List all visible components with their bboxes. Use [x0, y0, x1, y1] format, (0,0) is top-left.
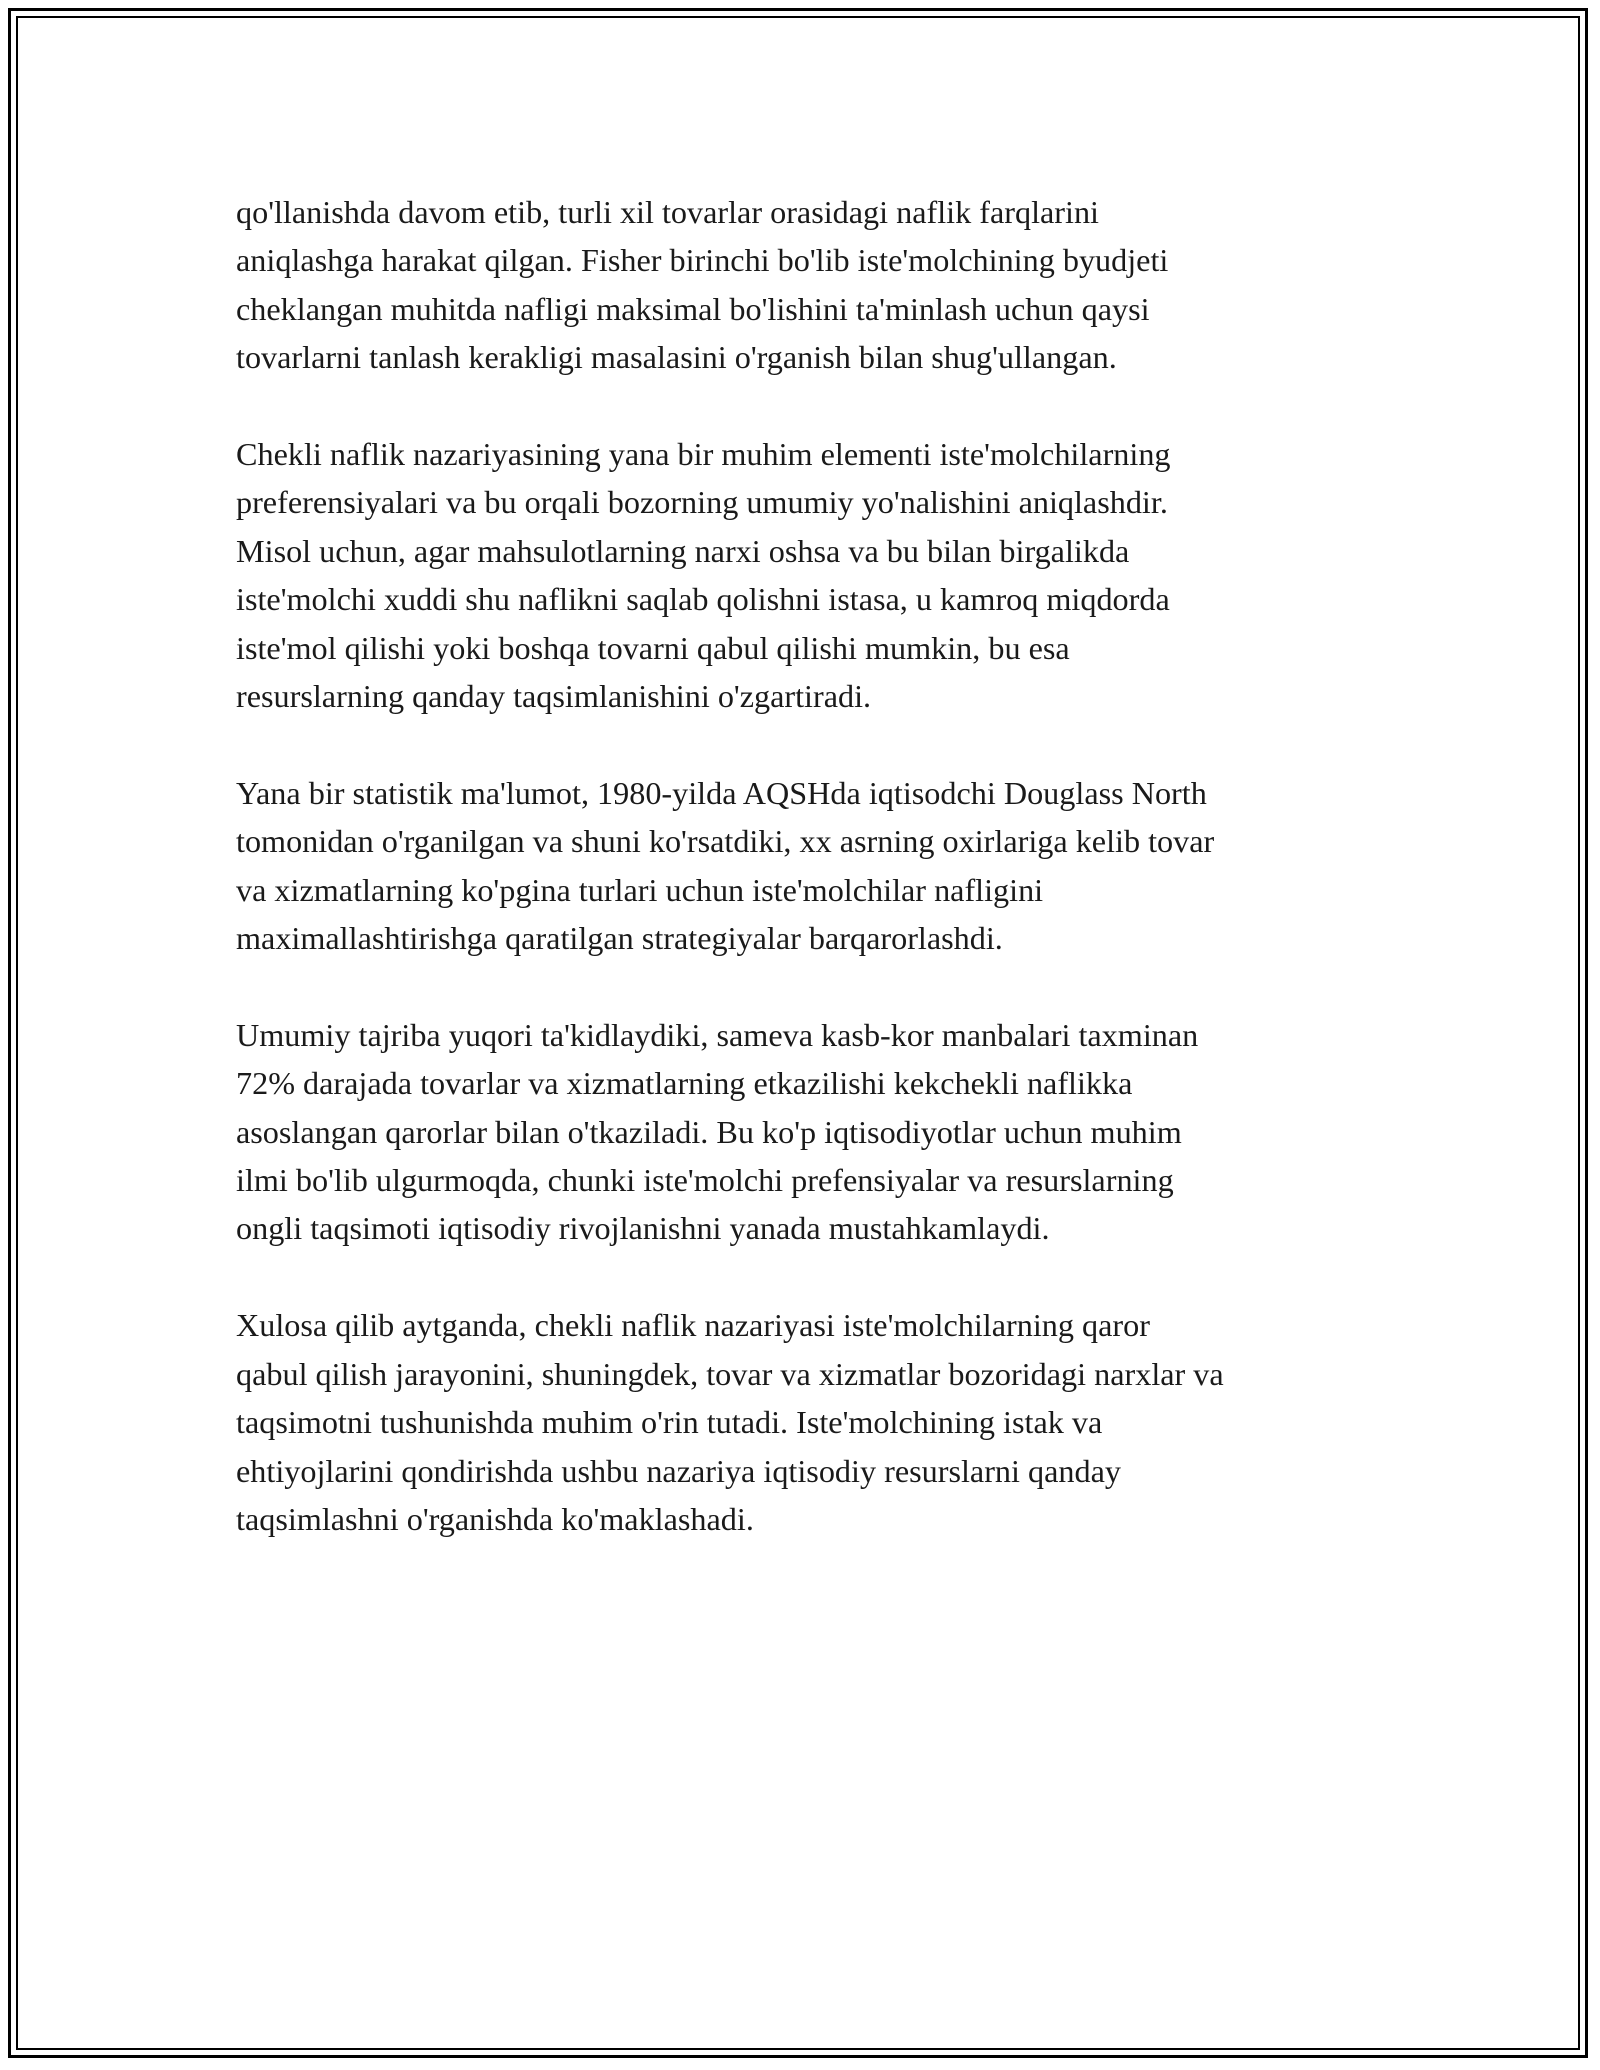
paragraph-1: qo'llanishda davom etib, turli xil tovarlar orasidagi naflik farqlarini aniqlashga harakat qilgan. Fisher birinchi bo'lib iste'molchining byudjeti cheklangan muhitda nafligi maksimal bo'lishini ta'minlash uchun qaysi tovarlarni tanlash kerakligi masalasini o'rganish bilan shug'ullangan.	[236, 194, 1169, 376]
paragraph-2: Chekli naflik nazariyasining yana bir muhim elementi iste'molchilarning preferensiyalari va bu orqali bozorning umumiy yo'nalishini aniqlashdir. Misol uchun, agar mahsulotlarning narxi oshsa va bu bilan birgalikda iste'molchi xuddi shu naflikni saqlab qolishni istasa, u kamroq miqdorda iste'mol qilishi yoki boshqa tovarni qabul qilishi mumkin, bu esa resurslarning qanday taqsimlanishini o'zgartiradi.	[236, 436, 1171, 715]
paragraph-4: Umumiy tajriba yuqori ta'kidlaydiki, sameva kasb-kor manbalari taxminan 72% darajada tovarlar va xizmatlarning etkazilishi kekchekli naflikka asoslangan qarorlar bilan o'tkaziladi. Bu ko'p iqtisodiyotlar uchun muhim ilmi bo'lib ulgurmoqda, chunki iste'molchi prefensiyalar va resurslarning ongli taqsimoti iqtisodiy rivojlanishni yanada mustahkamlaydi.	[236, 1016, 1199, 1247]
paragraph-3: Yana bir statistik ma'lumot, 1980-yilda AQSHda iqtisodchi Douglass North tomonidan o'rganilgan va shuni ko'rsatdiki, xx asrning oxirlariga kelib tovar va xizmatlarning ko'pgina turlari uchun iste'molchilar nafligini maximallashtirishga qaratilgan strategiyalar barqarorlashdi.	[236, 774, 1215, 957]
paragraph-5: Xulosa qilib aytganda, chekli naflik nazariyasi iste'molchilarning qaror qabul qilish jarayonini, shuningdek, tovar va xizmatlar bozoridagi narxlar va taqsimotni tushunishda muhim o'rin tutadi. Iste'molchining istak va ehtiyojlarini qondirishda ushbu nazariya iqtisodiy resurslarni qanday taqsimlashni o'rganishda ko'maklashadi.	[236, 1307, 1224, 1537]
document-body	[236, 188, 1376, 1592]
